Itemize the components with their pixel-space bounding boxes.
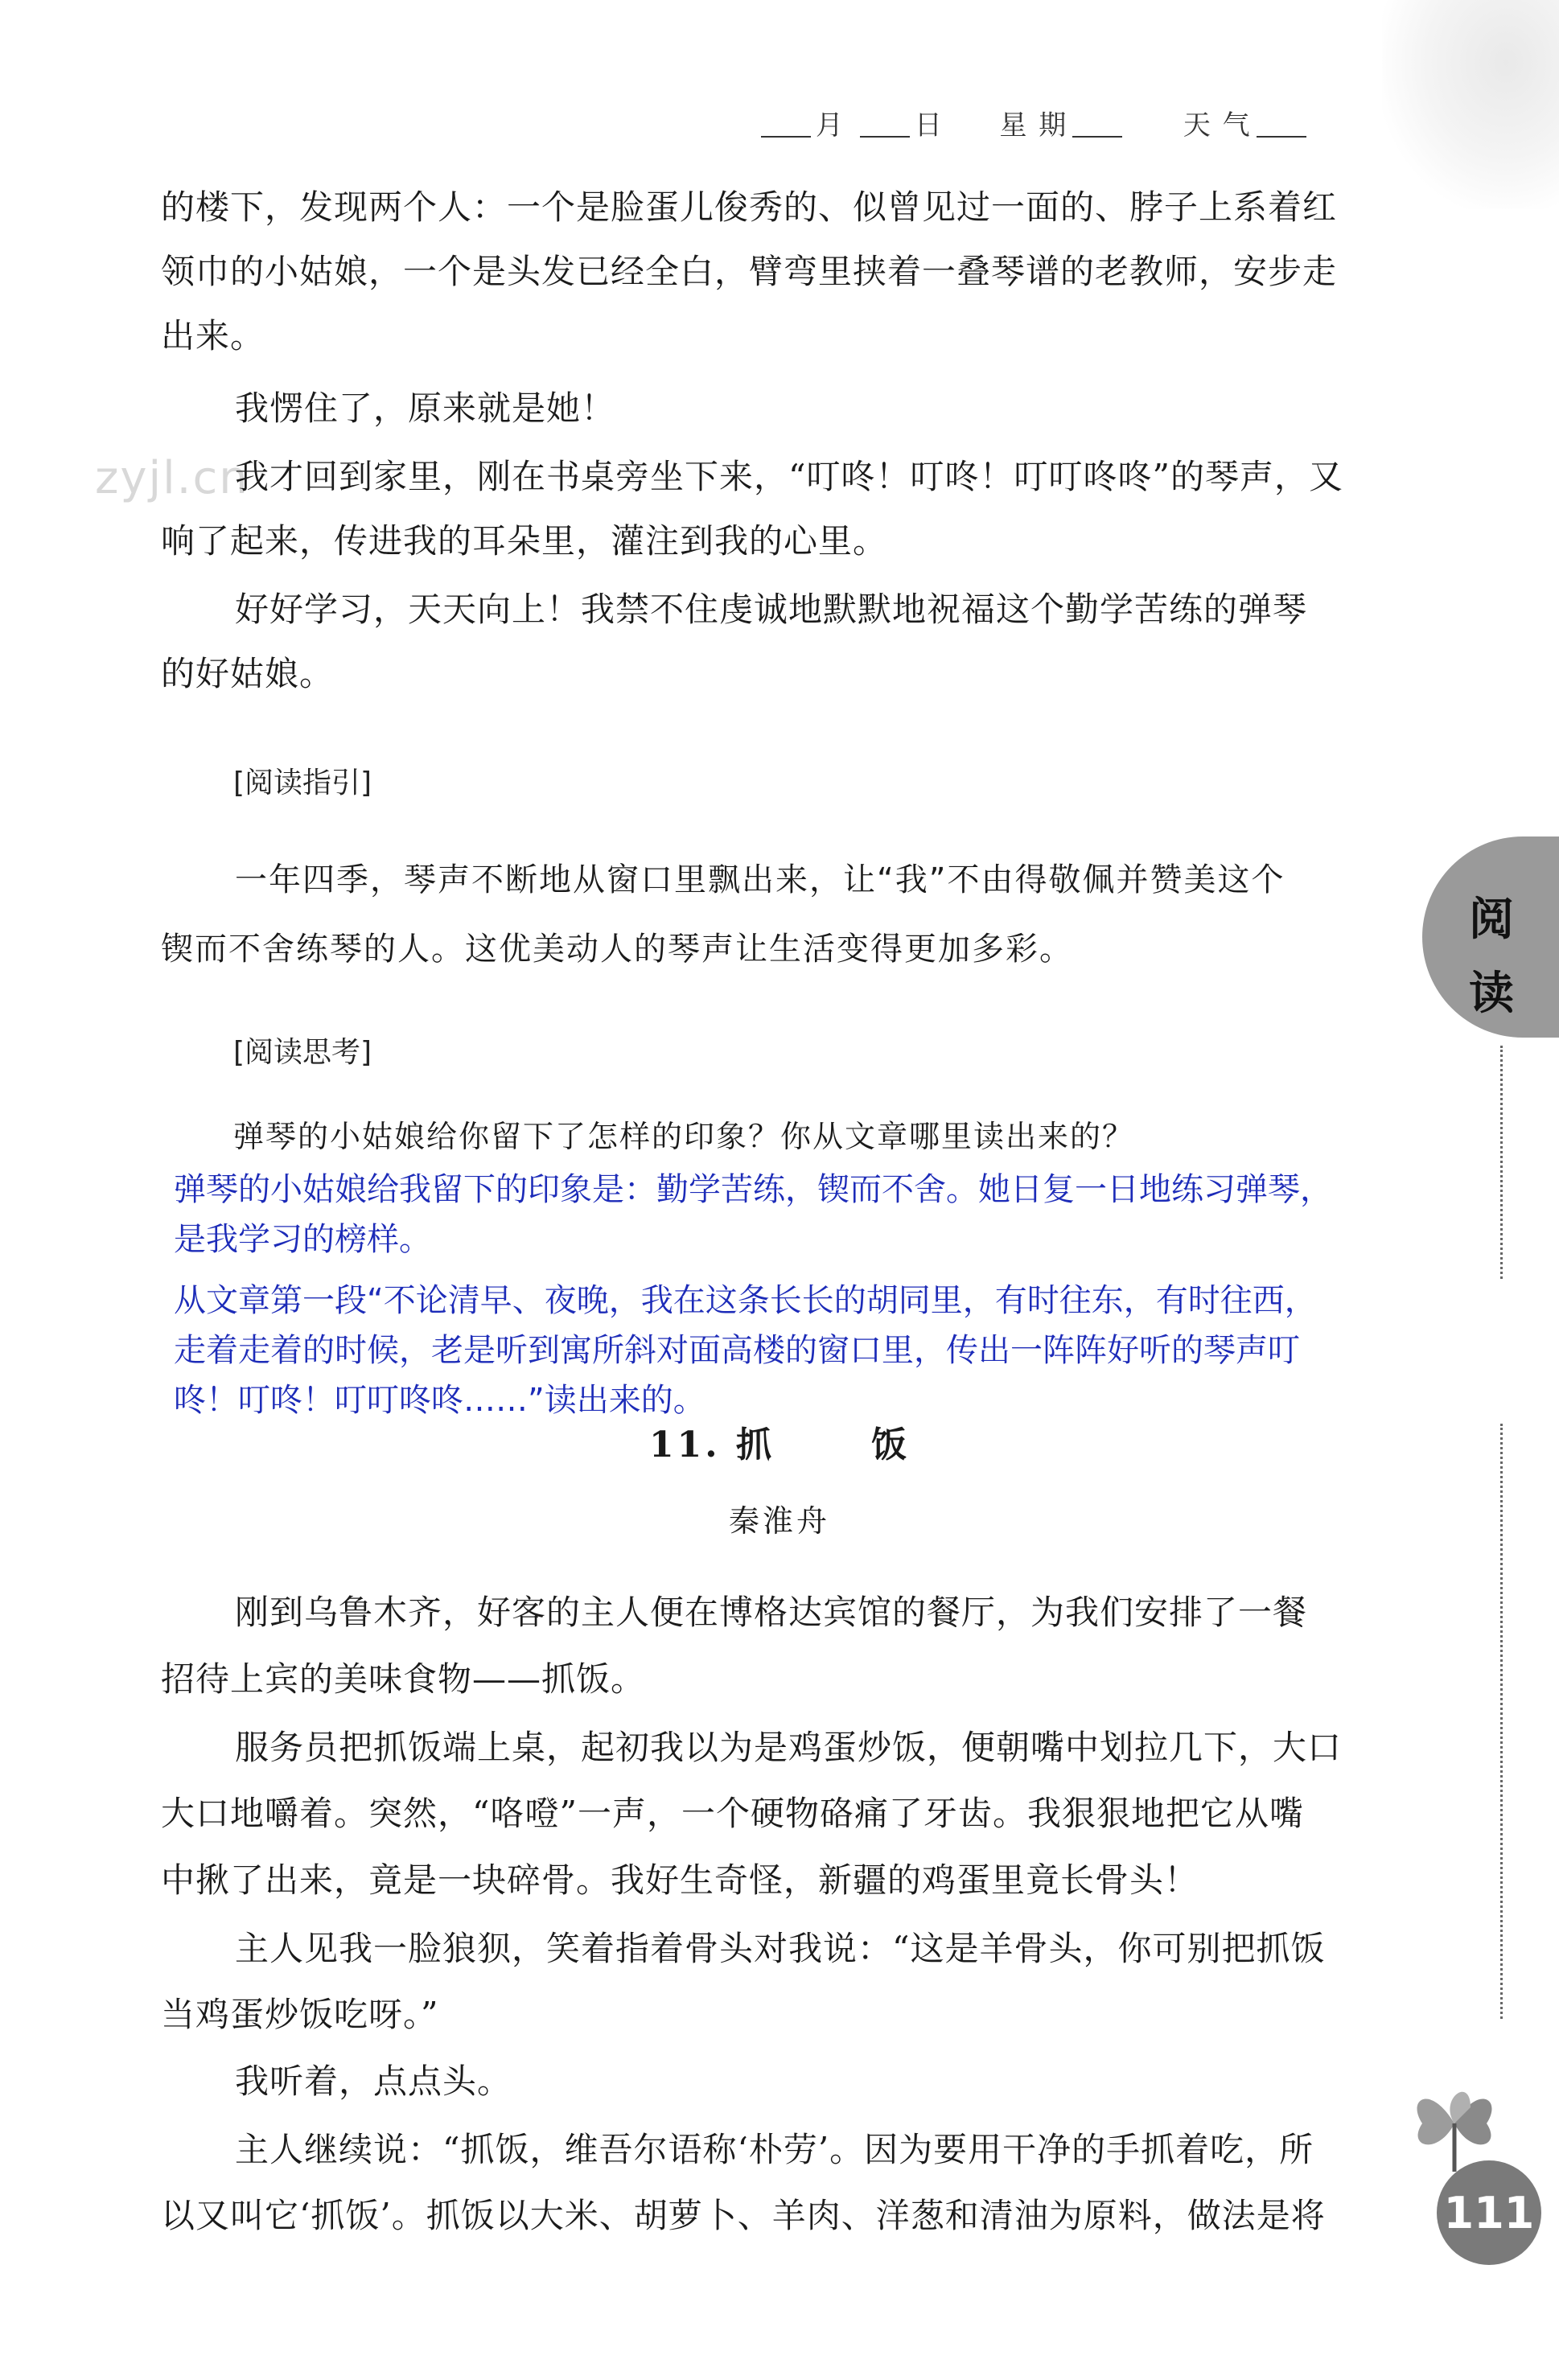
- article-number: 11.: [649, 1424, 721, 1465]
- weekday-label: 星 期: [999, 109, 1068, 142]
- thinking-question: 弹琴的小姑娘给你留下了怎样的印象？你从文章哪里读出来的？: [233, 1119, 1135, 1154]
- story-p1-line3: 出来。: [161, 316, 265, 356]
- story-p4-line1: 好好学习，天天向上！我禁不住虔诚地默默地祝福这个勤学苦练的弹琴: [235, 590, 1308, 629]
- handwritten-answer: [174, 1165, 1461, 1425]
- weather-label: 天 气: [1183, 109, 1252, 142]
- answer-1-line1: 弹琴的小姑娘给我留下的印象是：勤学苦练，锲而不舍。她日复一日地练习弹琴，: [174, 1171, 1332, 1208]
- article-p5-line1: 主人继续说：“抓饭，维吾尔语称‘朴劳’。因为要用干净的手抓着吃，所: [235, 2130, 1314, 2169]
- article-p5-line2: 以又叫它‘抓饭’。抓饭以大米、胡萝卜、羊肉、洋葱和清油为原料，做法是将: [161, 2196, 1326, 2235]
- article-p3-line2: 当鸡蛋炒饭吃呀。”: [161, 1995, 439, 2034]
- answer-2-line3: 咚！叮咚！叮叮咚咚……”读出来的。: [174, 1382, 705, 1419]
- reading-section-tab: [1422, 836, 1559, 1038]
- article-p1-line1: 刚到乌鲁木齐，好客的主人便在博格达宾馆的餐厅，为我们安排了一餐: [235, 1593, 1308, 1632]
- article-p2-line3: 中揪了出来，竟是一块碎骨。我好生奇怪，新疆的鸡蛋里竟长骨头！: [161, 1860, 1199, 1900]
- article-title-a: 抓: [735, 1424, 775, 1465]
- story-p3-line2: 响了起来，传进我的耳朵里，灌注到我的心里。: [161, 521, 888, 561]
- tab-char-2: 读: [1469, 968, 1514, 1020]
- article-p2-line2: 大口地嚼着。突然，“咯噔”一声，一个硬物硌痛了牙齿。我狠狠地把它从嘴: [161, 1794, 1304, 1833]
- site-watermark: zyjl.cn: [95, 452, 249, 504]
- margin-dotted-line-upper: [1500, 1046, 1503, 1279]
- day-label: 日: [914, 109, 944, 142]
- answer-2-line1: 从文章第一段“不论清早、夜晚，我在这条长长的胡同里，有时往东，有时往西，: [174, 1282, 1317, 1319]
- story-p2: 我愣住了，原来就是她！: [235, 388, 616, 428]
- answer-1-line2: 是我学习的榜样。: [174, 1221, 431, 1258]
- answer-2-line2: 走着走着的时候，老是听到寓所斜对面高楼的窗口里，传出一阵阵好听的琴声叮: [174, 1332, 1300, 1369]
- reading-thinking-label: [阅读思考]: [233, 1036, 372, 1069]
- corner-decoration: [1382, 0, 1559, 209]
- article-p3-line1: 主人见我一脸狼狈，笑着指着骨头对我说：“这是羊骨头，你可别把抓饭: [235, 1929, 1326, 1968]
- article-p2-line1: 服务员把抓饭端上桌，起初我以为是鸡蛋炒饭，便朝嘴中划拉几下，大口: [235, 1728, 1343, 1767]
- page-number-badge: 111: [1437, 2160, 1541, 2265]
- story-p1-line1: 的楼下，发现两个人：一个是脸蛋儿俊秀的、似曾见过一面的、脖子上系着红: [161, 187, 1338, 227]
- guide-line2: 锲而不舍练琴的人。这优美动人的琴声让生活变得更加多彩。: [161, 931, 1073, 968]
- date-weather-header: [756, 103, 1351, 142]
- month-label: 月: [816, 109, 845, 142]
- article-title: [0, 1416, 1559, 1467]
- article-p1-line2: 招待上宾的美味食物——抓饭。: [161, 1659, 646, 1699]
- reading-guide-label: [阅读指引]: [233, 767, 372, 799]
- article-p4: 我听着，点点头。: [235, 2061, 512, 2101]
- story-p3-line1: 我才回到家里，刚在书桌旁坐下来，“叮咚！叮咚！叮叮咚咚”的琴声，又: [235, 457, 1343, 496]
- guide-line1: 一年四季，琴声不断地从窗口里飘出来，让“我”不由得敬佩并赞美这个: [235, 861, 1285, 898]
- margin-dotted-line-lower: [1500, 1424, 1503, 2019]
- article-author: 秦淮舟: [728, 1503, 830, 1539]
- tab-char-1: 阅: [1469, 894, 1514, 946]
- article-title-b: 饭: [870, 1424, 910, 1465]
- story-p4-line2: 的好姑娘。: [161, 654, 335, 693]
- story-p1-line2: 领巾的小姑娘，一个是头发已经全白，臂弯里挟着一叠琴谱的老教师，安步走: [161, 252, 1338, 291]
